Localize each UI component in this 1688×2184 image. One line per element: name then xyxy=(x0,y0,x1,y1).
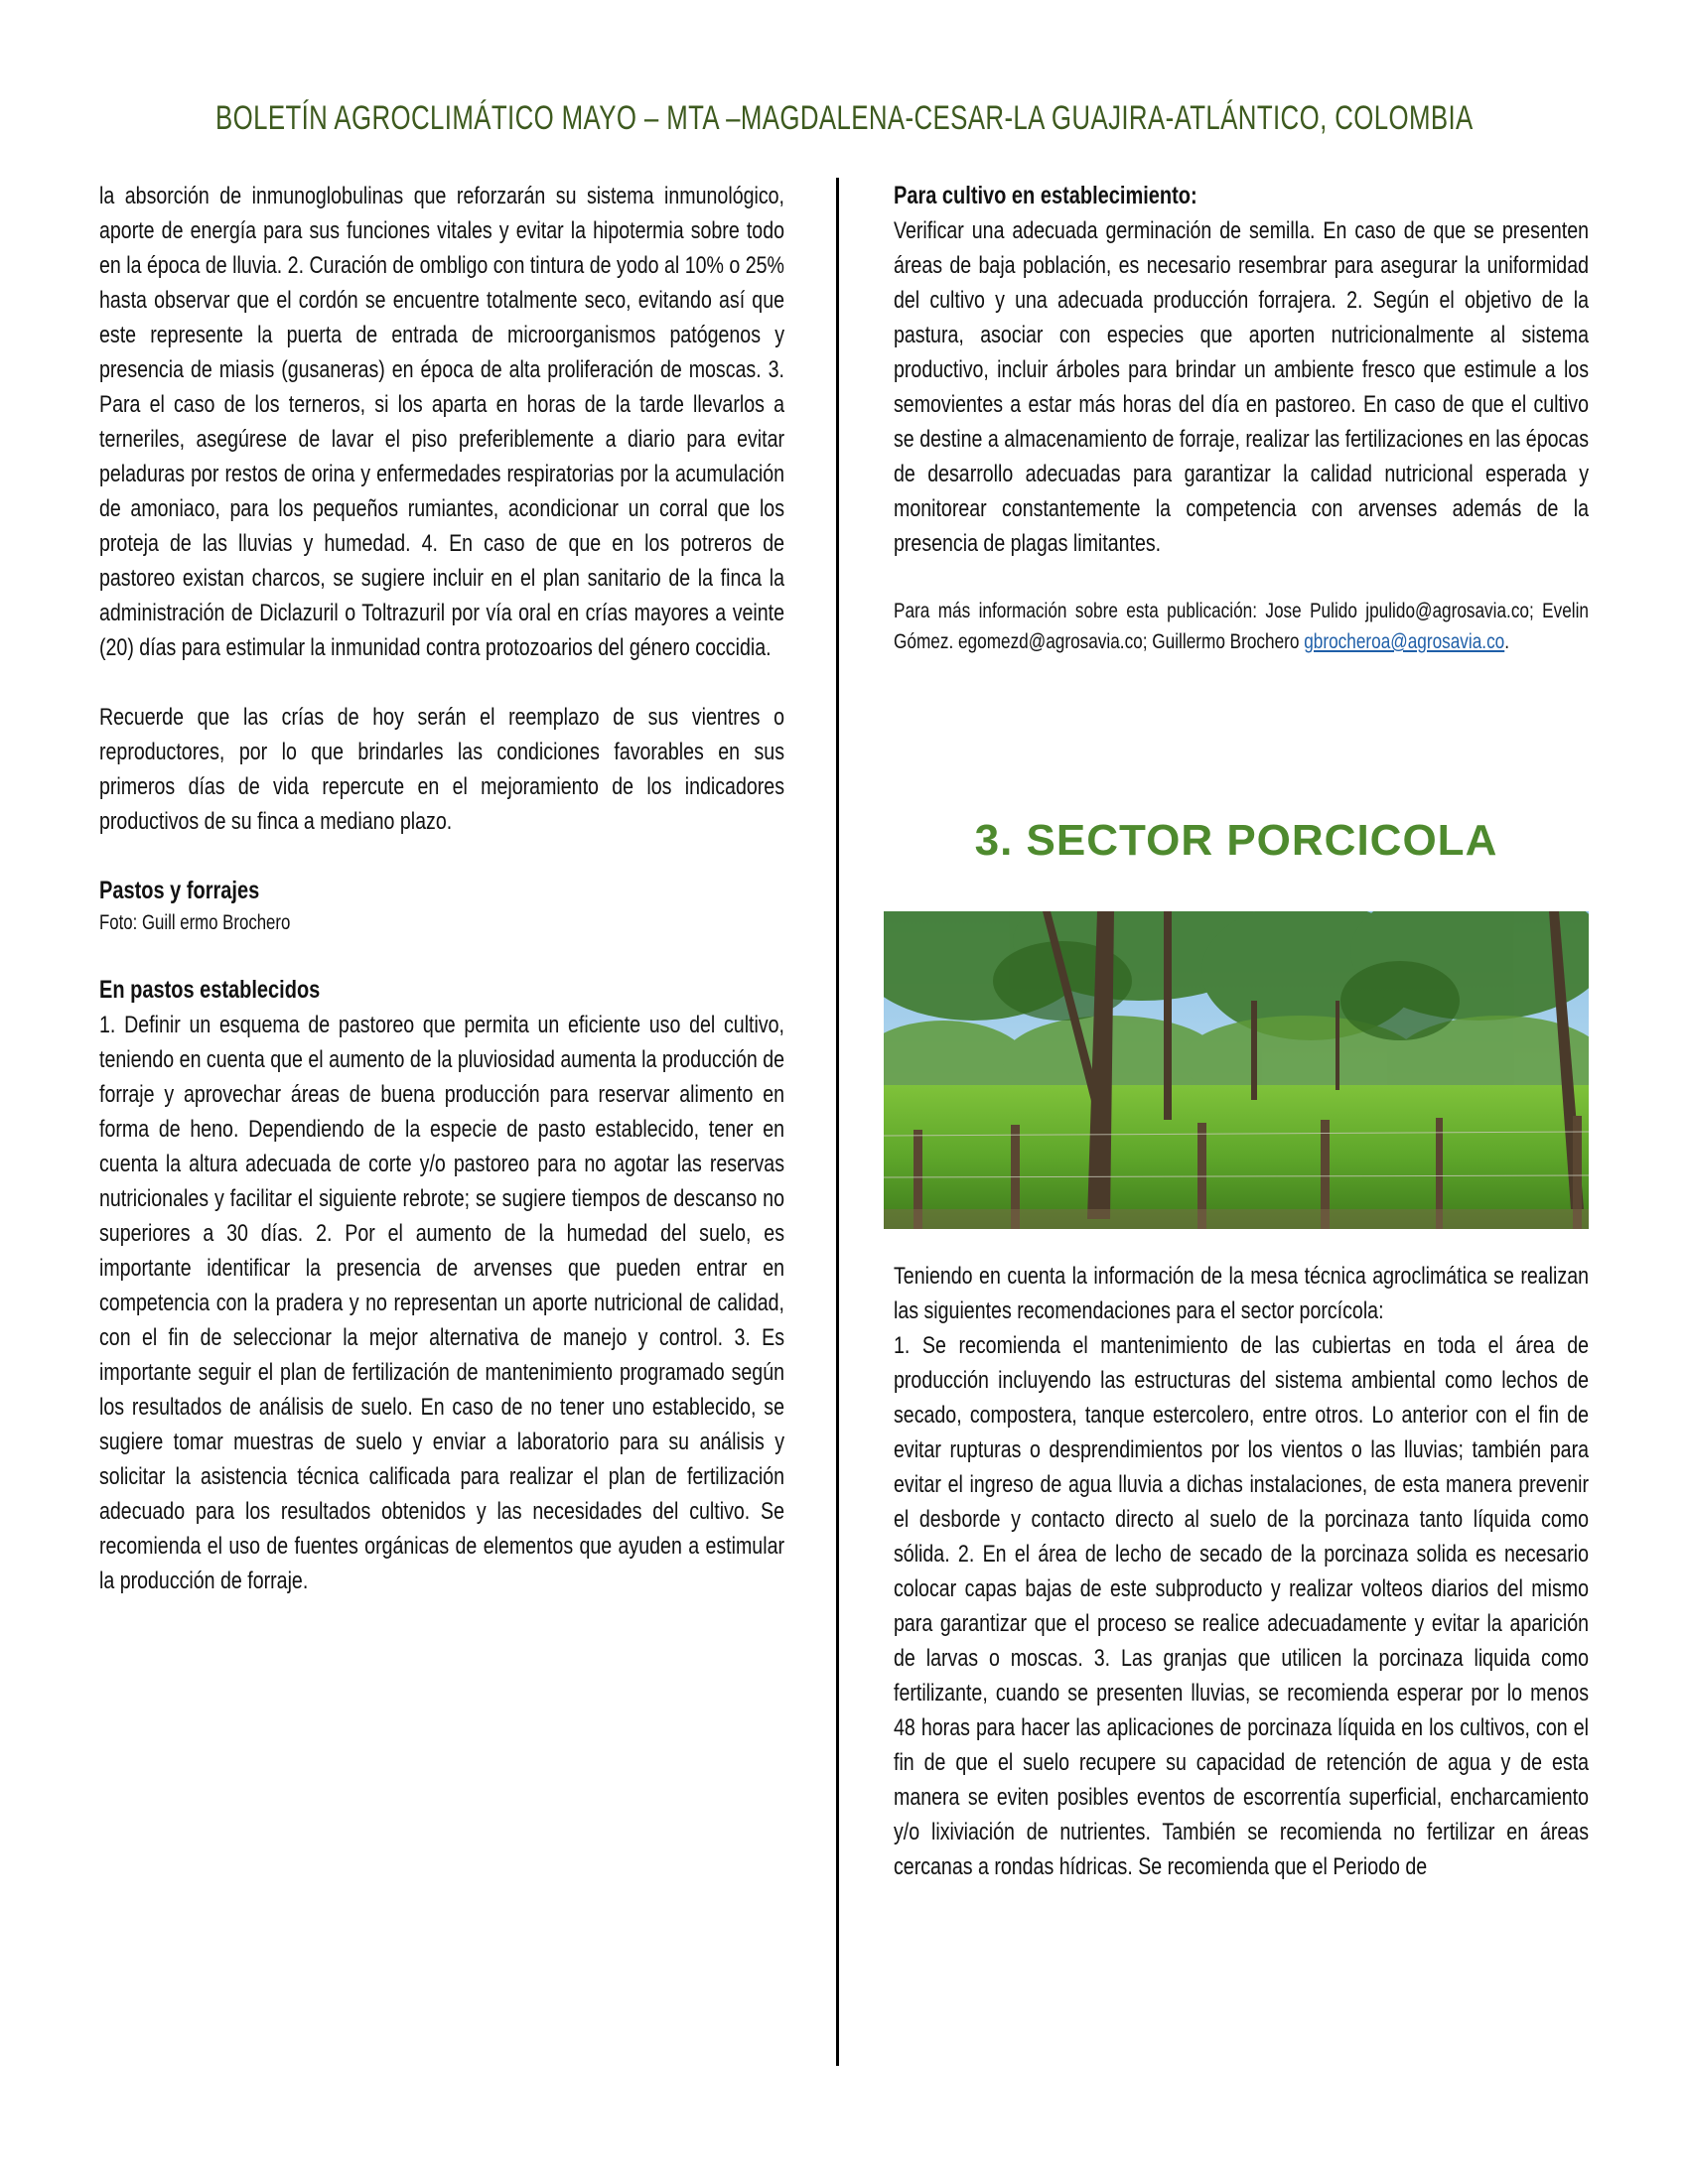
right-column xyxy=(894,179,1589,657)
contact-info xyxy=(894,596,1589,657)
pasture-with-trees-photo xyxy=(884,911,1589,1229)
field-photo xyxy=(884,911,1589,1229)
intro-paragraph: la absorción de inmunoglobulinas que reforzarán su sistema inmunológico, aporte de energía para sus funciones vitales y evitar la hipotermia sobre todo en la época de lluvia. 2. Curación de ombligo con tintura de yodo al 10% o 25% hasta observar que el cordón se encuentre totalmente seco, evitando así que este represente la puerta de entrada de microorganismos patógenos y presencia de miasis (gusaneras) en época de alta proliferación de moscas. 3. Para el caso de los terneros, si los aparta en horas de la tarde llevarlos a terneriles, asegúrese de lavar el piso preferiblemente a diario para evitar peladuras por restos de orina y enfermedades respiratorias por la acumulación de amoniaco, para los pequeños rumiantes, acondicionar un corral que los proteja de las lluvias y humedad. 4. En caso de que en los potreros de pastoreo existan charcos, se sugiere incluir en el plan sanitario de la finca la administración de Diclazuril o Toltrazuril por vía oral en crías mayores a veinte (20) días para estimular la inmunidad contra protozoarios del género coccidia. xyxy=(99,183,784,661)
bulletin-title: BOLETÍN AGROCLIMÁTICO MAYO – MTA –MAGDALENA-CESAR-LA GUAJIRA-ATLÁNTICO, COLOMBIA xyxy=(214,99,1474,137)
contact-email-link[interactable]: gbrocheroa@agrosavia.co xyxy=(1304,629,1505,653)
establecidos-paragraph: 1. Definir un esquema de pastoreo que permita un eficiente uso del cultivo, teniendo en cuenta que el aumento de la pluviosidad aumenta la producción de forraje y aprovechar áreas de buena producción para reservar alimento en forma de heno. Dependiendo de la especie de pasto establecido, tener en cuenta la altura adecuada de corte y/o pastoreo para no agotar las reservas nutricionales y facilitar el siguiente rebrote; se sugiere tiempos de descanso no superiores a 30 días. 2. Por el aumento de la humedad del suelo, es importante identificar la presencia de arvenses que pueden entrar en competencia con la pradera y no representan un aporte nutricional de calidad, con el fin de seleccionar la mejor alternativa de manejo y control. 3. Es importante seguir el plan de fertilización de mantenimiento programado según los resultados de análisis de suelo. En caso de no tener uno establecido, se sugiere tomar muestras de suelo y enviar a laboratorio para su análisis y solicitar la asistencia técnica calificada para realizar el plan de fertilización adecuado para los resultados obtenidos y las necesidades del cultivo. Se recomienda el uso de fuentes orgánicas de elementos que ayuden a estimular la producción de forraje. xyxy=(99,1012,784,1594)
establecidos-heading: En pastos establecidos xyxy=(99,976,321,1004)
left-column xyxy=(99,179,784,1598)
column-divider xyxy=(836,178,839,2066)
porcicola-paragraph: 1. Se recomienda el mantenimiento de las cubiertas en toda el área de producción incluyendo las estructuras del sistema ambiental como lechos de secado, compostera, tanque estercolero, entre otros. Lo anterior con el fin de evitar rupturas o desprendimientos por los vientos o las lluvias; también para evitar el ingreso de agua lluvia a dichas instalaciones, de esta manera prevenir el desborde y contacto directo al suelo de la porcinaza tanto líquida como sólida. 2. En el área de lecho de secado de la porcinaza solida es necesario colocar capas bajas de este subproducto y realizar volteos diarios del mismo para garantizar que el proceso se realice adecuadamente y evitar la aparición de larvas o moscas. 3. Las granjas que utilicen la porcinaza liquida como fertilizante, cuando se presenten lluvias, se recomienda esperar por lo menos 48 horas para hacer las aplicaciones de porcinaza líquida en los cultivos, con el fin de que el suelo recupere su capacidad de retención de agua y de esta manera se eviten posibles eventos de escorrentía superficial, encharcamiento y/o lixiviación de nutrientes. También se recomienda no fertilizar en áreas cercanas a rondas hídricas. Se recomienda que el Periodo de xyxy=(894,1332,1589,1880)
section-title: 3. SECTOR PORCICOLA xyxy=(974,816,1498,865)
bulletin-header xyxy=(0,99,1688,138)
porcicola-section xyxy=(894,1259,1589,1884)
photo-credit: Foto: Guill ermo Brochero xyxy=(99,911,291,934)
establecimiento-paragraph: Verificar una adecuada germinación de semilla. En caso de que se presenten áreas de baja población, es necesario resembrar para asegurar la uniformidad del cultivo y una adecuada producción forrajera. 2. Según el objetivo de la pastura, asociar con especies que aporten nutricionalmente al sistema productivo, incluir árboles para brindar un ambiente fresco que estimule a los semovientes a estar más horas del día en pastoreo. En caso de que el cultivo se destine a almacenamiento de forraje, realizar las fertilizaciones en las épocas de desarrollo adecuadas para garantizar la calidad nutricional esperada y monitorear constantemente la competencia con arvenses además de la presencia de plagas limitantes. xyxy=(894,217,1589,557)
contact-text-end: . xyxy=(1504,629,1510,653)
porcicola-intro: Teniendo en cuenta la información de la mesa técnica agroclimática se realizan las siguientes recomendaciones para el sector porcícola: xyxy=(894,1263,1589,1324)
establecimiento-heading: Para cultivo en establecimiento: xyxy=(894,182,1197,209)
contact-text: Para más información sobre esta publicación: Jose Pulido jpulido@agrosavia.co; Evelin Gómez. egomezd@agrosavia.co; Guillermo Brochero xyxy=(894,599,1589,653)
reminder-paragraph: Recuerde que las crías de hoy serán el reemplazo de sus vientres o reproductores, por lo que brindarles las condiciones favorables en sus primeros días de vida repercute en el mejoramiento de los indicadores productivos de su finca a mediano plazo. xyxy=(99,704,784,835)
pastos-heading: Pastos y forrajes xyxy=(99,877,260,904)
